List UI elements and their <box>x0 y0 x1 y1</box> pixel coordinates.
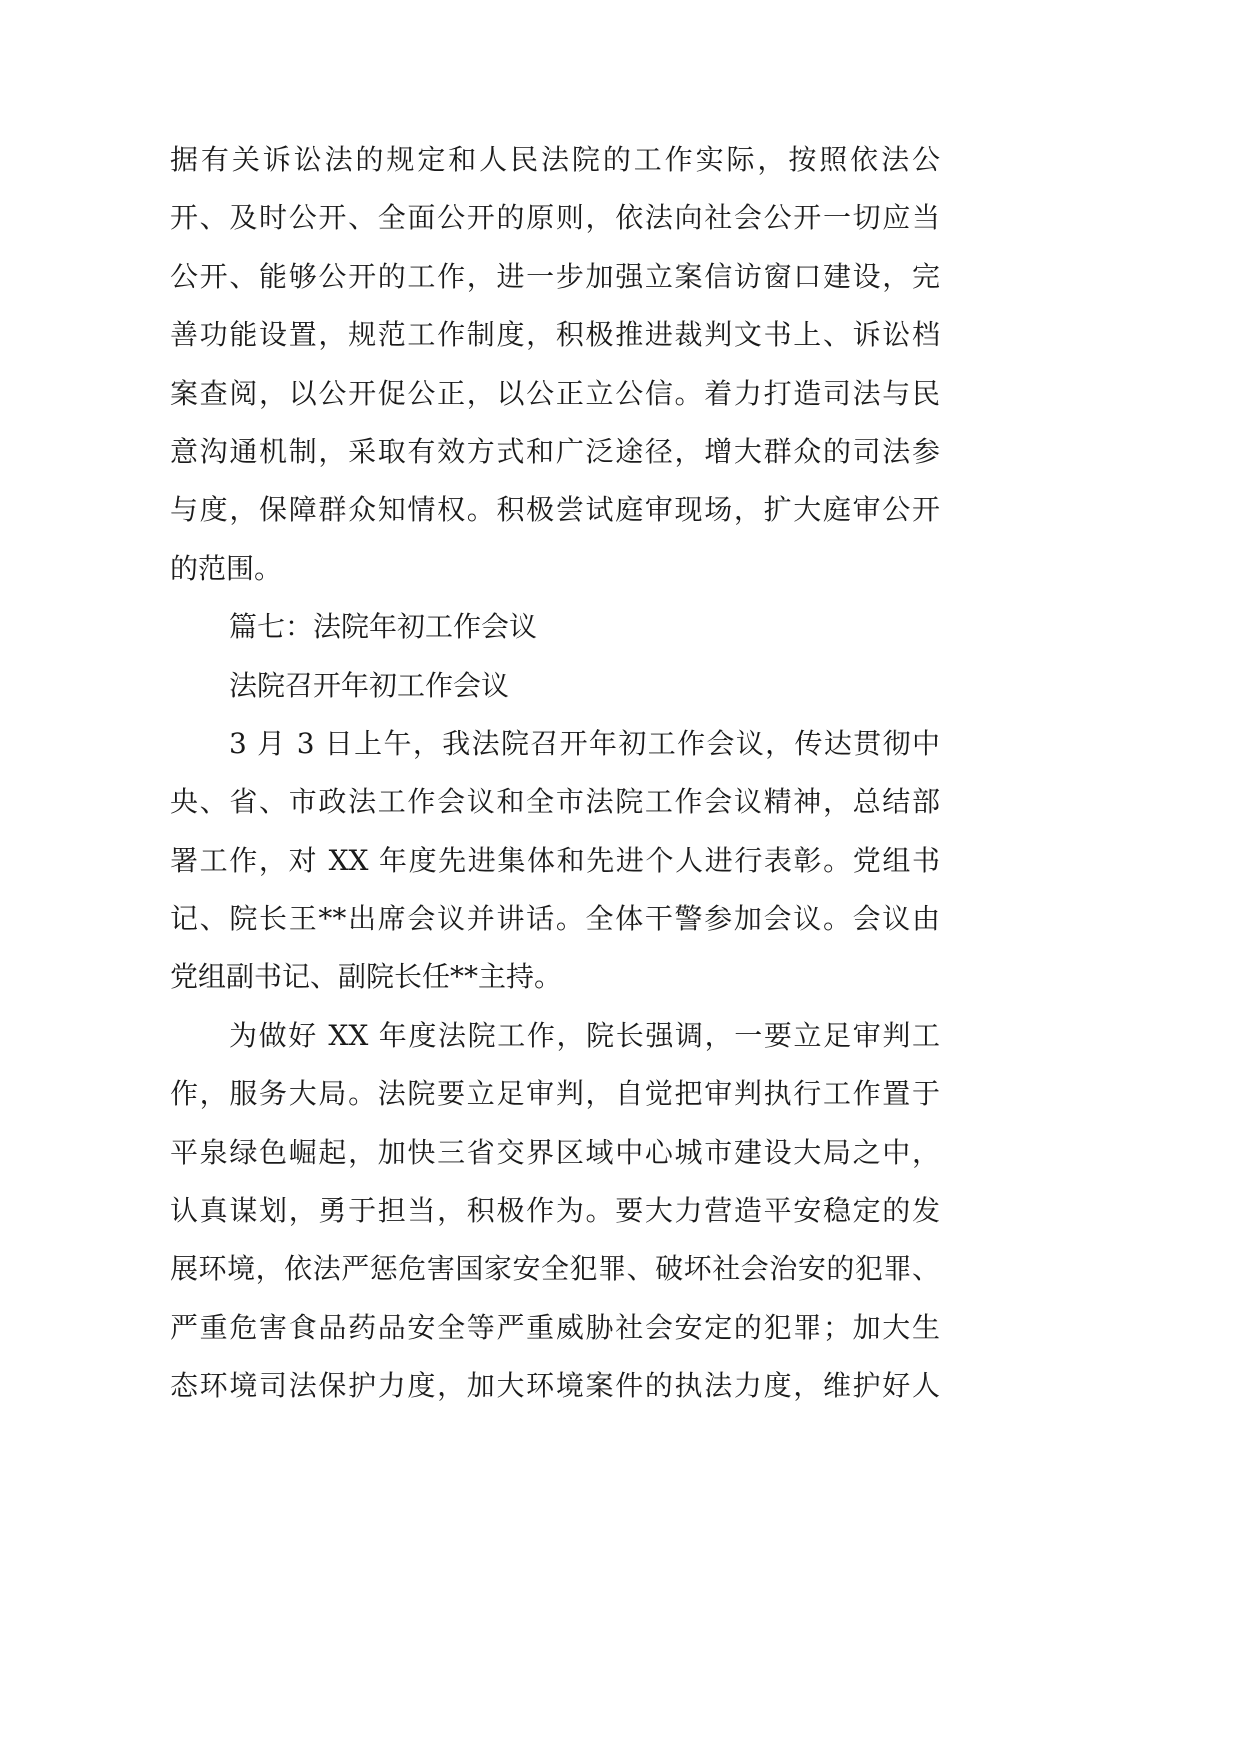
text-line: 署工作，对 XX 年度先进集体和先进个人进行表彰。党组书 <box>170 843 940 877</box>
article-title <box>170 657 940 715</box>
text-line: 认真谋划，勇于担当，积极作为。要大力营造平安稳定的发 <box>170 1194 940 1228</box>
text-line: 公开、能够公开的工作，进一步加强立案信访窗口建设，完 <box>170 259 940 293</box>
text-line: 篇七：法院年初工作会议 <box>229 610 538 644</box>
text-line: 法院召开年初工作会议 <box>229 668 510 702</box>
text-line: 记、院长王**出席会议并讲话。全体干警参加会议。会议由 <box>170 902 940 936</box>
paragraph <box>170 131 940 598</box>
text-line: 党组副书记、副院长任**主持。 <box>170 960 563 994</box>
text-line: 展环境，依法严惩危害国家安全犯罪、破坏社会治安的犯罪、 <box>170 1252 940 1286</box>
text-line: 严重危害食品药品安全等严重威胁社会安定的犯罪；加大生 <box>170 1310 940 1344</box>
paragraph <box>170 1007 940 1416</box>
text-line: 作，服务大局。法院要立足审判，自觉把审判执行工作置于 <box>170 1077 940 1111</box>
text-line: 央、省、市政法工作会议和全市法院工作会议精神，总结部 <box>170 785 940 819</box>
text-line: 据有关诉讼法的规定和人民法院的工作实际，按照依法公 <box>170 143 940 176</box>
document-body <box>170 131 940 1416</box>
text-line: 善功能设置，规范工作制度，积极推进裁判文书上、诉讼档 <box>170 318 940 352</box>
text-line: 平泉绿色崛起，加快三省交界区域中心城市建设大局之中， <box>170 1135 940 1169</box>
text-line: 为做好 XX 年度法院工作，院长强调，一要立足审判工 <box>229 1018 940 1052</box>
text-line: 意沟通机制，采取有效方式和广泛途径，增大群众的司法参 <box>170 434 940 468</box>
text-line: 开、及时公开、全面公开的原则，依法向社会公开一切应当 <box>170 201 940 235</box>
text-line: 态环境司法保护力度，加大环境案件的执法力度，维护好人 <box>170 1369 940 1403</box>
text-line: 与度，保障群众知情权。积极尝试庭审现场，扩大庭审公开 <box>170 493 940 527</box>
section-heading <box>170 598 940 656</box>
text-line: 案查阅，以公开促公正，以公正立公信。着力打造司法与民 <box>170 376 940 410</box>
text-line: 的范围。 <box>170 551 283 585</box>
text-line: 3 月 3 日上午，我法院召开年初工作会议，传达贯彻中 <box>229 726 940 760</box>
paragraph <box>170 715 940 1007</box>
